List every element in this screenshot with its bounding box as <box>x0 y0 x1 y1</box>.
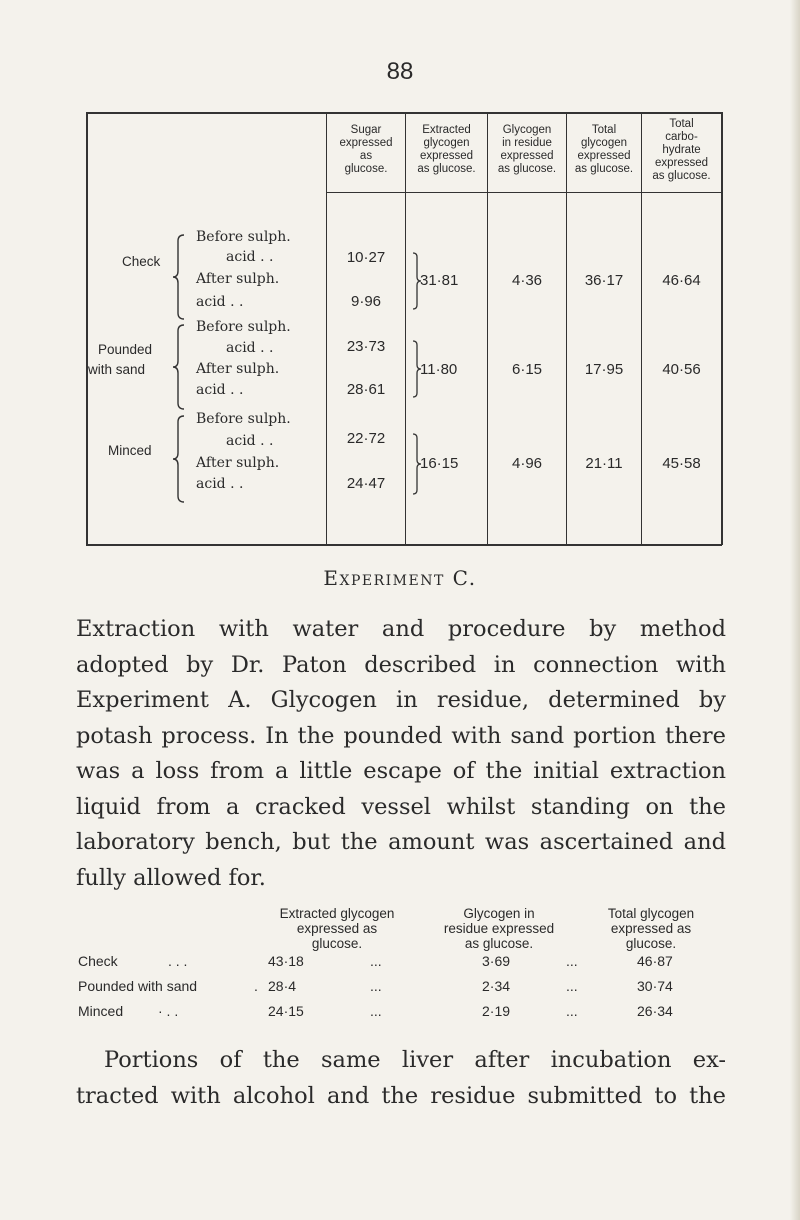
condition-line: Before sulph. <box>196 229 291 245</box>
leader-dots: . . . <box>168 953 188 969</box>
table-right-rule <box>721 112 723 545</box>
condition-line: After sulph. <box>196 271 280 287</box>
row-label: with sand <box>88 362 146 377</box>
text-line: tracted with alcohol and the residue submitted to the <box>76 1082 726 1109</box>
page-edge-shadow <box>790 0 800 1220</box>
condition-line: acid . . <box>196 476 244 492</box>
leader-dots: . <box>254 978 258 994</box>
sugar-value: 10·27 <box>346 249 386 266</box>
table-top-rule <box>86 112 722 114</box>
sugar-value: 9·96 <box>350 293 382 310</box>
extracted-value: 31·81 <box>420 272 459 289</box>
condition-line: After sulph. <box>196 361 280 377</box>
row-label: Check <box>122 254 161 269</box>
experiment-heading: Experiment C. <box>323 566 477 590</box>
extracted-value: 11·80 <box>420 361 458 378</box>
text-line: Portions of the same liver after incubation ex- <box>104 1047 726 1073</box>
column-header-extracted: Extracted glycogen expressed as glucose. <box>279 906 395 951</box>
residue-value: 2·34 <box>482 978 511 994</box>
page-number: 88 <box>386 58 414 85</box>
leader-dots: · . . <box>158 1003 179 1019</box>
extracted-value: 43·18 <box>268 953 304 969</box>
condition-line: acid . . <box>226 340 274 356</box>
table-bottom-rule <box>86 544 722 546</box>
ellipsis: ... <box>370 1003 382 1019</box>
table-left-rule <box>86 112 88 545</box>
ellipsis: ... <box>566 978 578 994</box>
text-line: Extraction with water and procedure by method <box>76 616 726 642</box>
column-header-residue: Glycogen in residue expressed as glucose. <box>497 124 557 175</box>
column-header-total-carbohydrate: Total carbo- hydrate expressed as glucose. <box>652 118 711 182</box>
body-paragraph <box>76 612 726 896</box>
condition-line: acid . . <box>226 433 274 449</box>
column-header-extracted: Extracted glycogen expressed as glucose. <box>417 124 476 175</box>
row-label: Pounded with sand <box>78 978 198 994</box>
text-line: Experiment A. Glycogen in residue, determined by <box>76 687 726 713</box>
condition-line: acid . . <box>226 249 274 265</box>
ellipsis: ... <box>566 953 578 969</box>
left-brace-icon <box>172 233 186 321</box>
ellipsis: ... <box>566 1003 578 1019</box>
condition-line: Before sulph. <box>196 411 291 427</box>
total-carbohydrate-value: 45·58 <box>662 455 701 472</box>
extracted-value: 28·4 <box>268 978 297 994</box>
text-line: laboratory bench, but the amount was ascertained and <box>76 829 726 855</box>
left-brace-icon <box>172 323 186 411</box>
extracted-value: 16·15 <box>420 455 459 472</box>
sugar-value: 23·73 <box>346 338 386 355</box>
total-value: 17·95 <box>584 361 624 378</box>
row-label: Minced <box>108 443 152 458</box>
ellipsis: ... <box>370 978 382 994</box>
sugar-value: 28·61 <box>346 381 386 398</box>
total-value: 30·74 <box>637 978 673 994</box>
column-rule <box>405 112 406 545</box>
body-paragraph <box>76 1043 726 1114</box>
text-line: potash process. In the pounded with sand portion there <box>76 722 726 749</box>
column-rule <box>566 112 567 545</box>
text-line: was a loss from a little escape of the initial extraction <box>76 758 726 784</box>
left-brace-icon <box>172 414 186 504</box>
total-carbohydrate-value: 46·64 <box>662 272 701 289</box>
row-label: Pounded <box>98 342 153 357</box>
extracted-value: 24·15 <box>268 1003 304 1019</box>
condition-line: After sulph. <box>196 455 280 471</box>
total-value: 21·11 <box>585 455 623 472</box>
column-rule <box>487 112 488 545</box>
total-value: 46·87 <box>637 953 673 969</box>
residue-value: 4·36 <box>511 272 543 289</box>
total-value: 36·17 <box>584 272 624 289</box>
column-header-residue: Glycogen in residue expressed as glucose. <box>443 906 555 951</box>
total-value: 26·34 <box>637 1003 673 1019</box>
residue-value: 6·15 <box>511 361 543 378</box>
text-line: adopted by Dr. Paton described in connection with <box>76 651 726 678</box>
residue-value: 4·96 <box>511 455 543 472</box>
text-line: liquid from a cracked vessel whilst standing on the <box>76 793 726 820</box>
residue-value: 2·19 <box>482 1003 511 1019</box>
residue-value: 3·69 <box>482 953 511 969</box>
column-header-sugar: Sugar expressed as glucose. <box>339 124 393 175</box>
sugar-value: 22·72 <box>346 430 386 447</box>
total-carbohydrate-value: 40·56 <box>662 361 701 378</box>
condition-line: acid . . <box>196 382 244 398</box>
row-label: Minced <box>78 1003 124 1019</box>
row-label: Check <box>78 953 118 969</box>
condition-line: Before sulph. <box>196 319 291 335</box>
header-rule <box>326 192 722 193</box>
column-header-total: Total glycogen expressed as glucose. <box>574 124 634 175</box>
sugar-value: 24·47 <box>346 475 386 492</box>
column-header-total: Total glycogen expressed as glucose. <box>607 906 695 951</box>
condition-line: acid . . <box>196 294 244 310</box>
text-line: fully allowed for. <box>76 864 266 891</box>
ellipsis: ... <box>370 953 382 969</box>
